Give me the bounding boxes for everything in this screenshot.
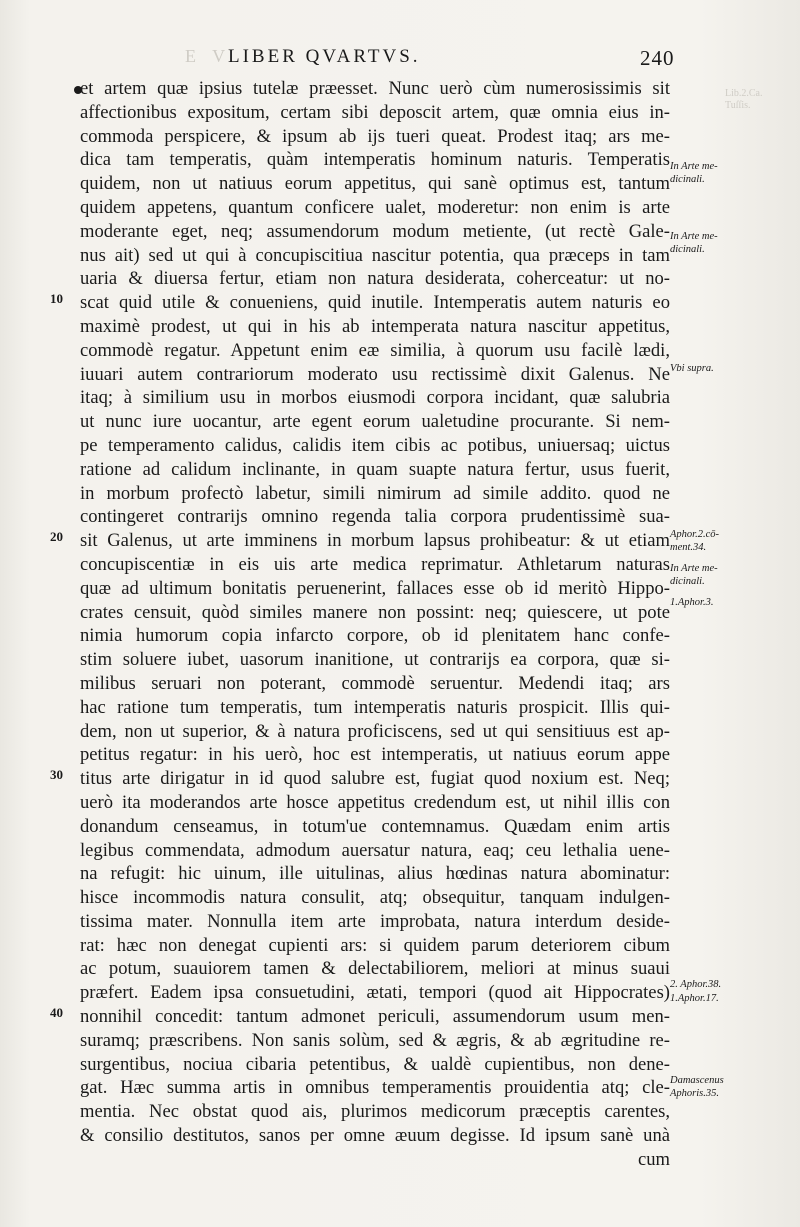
line-number: 10: [50, 291, 63, 306]
margin-note-line: ment.34.: [670, 542, 707, 553]
text-line: itaq; à similium usu in morbos eiusmodi corpora incidant, quæ salubria: [80, 387, 670, 409]
margin-note: [670, 1074, 745, 1100]
margin-note: [670, 362, 745, 375]
text-line: maximè prodest, ut qui in his ab intemperata natura nascitur appetitus,: [80, 315, 670, 337]
text-line: in morbum profectò labetur, simili nimirum ad simile addito. quod ne: [80, 482, 670, 504]
margin-note: [670, 596, 745, 609]
text-line: hac ratione tum temperatis, tum intemperatis naturis prospicit. Illis qui-: [80, 696, 670, 718]
line-number: 20: [50, 529, 63, 544]
margin-note: [670, 978, 745, 991]
line-number: 30: [50, 767, 63, 782]
margin-note-line: 2. Aphor.38.: [670, 979, 722, 990]
text-line: scat quid utile & conueniens, quid inutile. Intemperatis autem naturis eo: [80, 292, 670, 314]
text-line: suramq; præscribens. Non sanis solùm, sed & ægris, & ab ægritudine re-: [80, 1029, 670, 1051]
text-line: legibus commendata, admodum auersatur natura, eaq; ceu lethalia uene-: [80, 839, 670, 861]
text-line: contingeret contrarijs omnino regenda talia corpora prudentissimè sua-: [80, 506, 670, 528]
text-line: stim soluere iubet, uasorum inanitione, ut contrarijs ea corpora, quæ si-: [80, 649, 670, 671]
margin-note-line: Damascenus: [670, 1075, 724, 1086]
text-line: quidem, non ut natiuus eorum appetitus, qui sanè optimus est, tantum: [80, 173, 670, 195]
text-line: ac potum, suauiorem tamen & delectabiliorem, meliori at minus suaui: [80, 958, 670, 980]
margin-note: [670, 160, 745, 186]
margin-note-line: In Arte me-: [670, 563, 718, 574]
text-line: quæ ad ultimum bonitatis peruenerint, fallaces esse ob id meritò Hippo-: [80, 577, 670, 599]
margin-note-line: Aphoris.35.: [670, 1088, 720, 1099]
text-line: titus arte dirigatur in id quod salubre est, fugiat quod noxium est. Neq;: [80, 768, 670, 790]
line-number: 40: [50, 1005, 63, 1020]
text-line: gat. Hæc summa artis in omnibus temperamentis prouidentia atq; cle-: [80, 1077, 670, 1099]
text-line: hisce incommodis natura consulit, atq; obsequitur, tanquam indulgen-: [80, 887, 670, 909]
text-line: nimia humorum copia infarcto corpore, ob id plenitatem hanc confe-: [80, 625, 670, 647]
margin-note-line: In Arte me-: [670, 231, 718, 242]
text-line: dica tam temperatis, quàm intemperatis hominum naturis. Temperatis: [80, 149, 670, 171]
text-line: uerò ita moderandos arte hosce appetitus credendum est, ut nihil illis con: [80, 791, 670, 813]
text-line: milibus seruari non poterant, commodè seruentur. Medendi itaq; ars: [80, 672, 670, 694]
text-line: præfert. Eadem ipsa consuetudini, ætati, tempori (quod ait Hippocrates): [80, 982, 670, 1004]
margin-note-line: dicinali.: [670, 244, 705, 255]
margin-note-line: dicinali.: [670, 576, 705, 587]
margin-note-line: Vbi supra.: [670, 363, 714, 374]
text-line: tissima mater. Nonnulla item arte improbata, natura interdum deside-: [80, 910, 670, 932]
text-line: dem, non ut superior, & à natura proficiscens, sed ut qui sensitiuus est ap-: [80, 720, 670, 742]
margin-note-line: 1.Aphor.17.: [670, 993, 719, 1004]
text-line: concupiscentiæ in eis uis arte medica reprimatur. Athletarum naturas: [80, 553, 670, 575]
text-line: na refugit: hic uinum, ille uitulinas, alius hœdinas natura abominatur:: [80, 863, 670, 885]
margin-note-line: In Arte me-: [670, 161, 718, 172]
text-line: ut nunc iure uocantur, arte egent eorum ualetudine procurante. Si nem-: [80, 411, 670, 433]
body-text: [80, 77, 670, 1172]
margin-note-line: 1.Aphor.3.: [670, 597, 714, 608]
text-line: nus ait) sed ut qui à concupiscitiua nascitur potentia, qua præceps in tam: [80, 244, 670, 266]
folio-number: 240: [640, 46, 675, 70]
text-line: commodè regatur. Appetunt enim eæ similia, à quorum usu facilè lædi,: [80, 339, 670, 361]
text-line: iuuari autem contrariorum moderato usu rectissimè dixit Galenus. Ne: [80, 363, 670, 385]
text-line: quidem appetens, quantum conficere ualet, moderetur: non enim is arte: [80, 196, 670, 218]
margin-note: [670, 992, 745, 1005]
running-title: LIBER QVARTVS.: [228, 46, 421, 67]
text-line: mentia. Nec obstat quod ais, plurimos medicorum præceptis carentes,: [80, 1101, 670, 1123]
margin-note: [670, 528, 745, 554]
text-line: surgentibus, nociua cibaria petentibus, & ualdè cupientibus, non dene-: [80, 1053, 670, 1075]
text-line: rat: hæc non denegat cupienti ars: si quidem parum deteriorem cibum: [80, 934, 670, 956]
text-line: commoda perspicere, & ipsum ab ijs tueri queat. Prodest itaq; ars me-: [80, 125, 670, 147]
bleed-header: E V: [185, 46, 232, 66]
text-line: sit Galenus, ut arte imminens in morbum lapsus prohibeatur: & ut etiam: [80, 530, 670, 552]
text-line: petitus regatur: in his uerò, hoc est intemperatis, ut natiuus eorum appe: [80, 744, 670, 766]
text-line: cum: [637, 1148, 670, 1170]
text-line: nonnihil concedit: tantum admonet periculi, assumendorum usum men-: [80, 1006, 670, 1028]
margin-note-line: Aphor.2.cō-: [670, 529, 719, 540]
margin-note-line: dicinali.: [670, 174, 705, 185]
bleed-margin-top: [725, 88, 763, 112]
text-line: et artem quæ ipsius tutelæ præesset. Nunc uerò cùm numerosissimis sit: [80, 78, 670, 99]
bleed-margin-line: Lib.2.Ca.: [725, 88, 763, 99]
text-line: & consilio destitutos, sanos per omne æuum degisse. Id ipsum sanè unà: [80, 1125, 670, 1147]
text-line: moderante eget, neq; assumendorum modum metiente, (ut rectè Gale-: [80, 220, 670, 242]
text-line: pe temperamento calidus, calidis item cibis ac potibus, uniuersaq; uictus: [80, 434, 670, 456]
text-line: ratione ad calidum inclinante, in quam suapte natura fertur, usus fuerit,: [80, 458, 670, 480]
margin-note: [670, 230, 745, 256]
text-line: crates censuit, quòd similes manere non possint: neq; quiescere, ut pote: [80, 601, 670, 623]
text-line: uaria & diuersa fertur, etiam non natura desiderata, coherceatur: ut no-: [80, 268, 670, 290]
text-line: donandum censeamus, in totum'ue contemnamus. Quædam enim artis: [80, 815, 670, 837]
text-line: affectionibus expositum, certam sibi deposcit artem, quæ omnia eius in-: [80, 101, 670, 123]
bleed-margin-line: Tuſſis.: [725, 100, 751, 111]
margin-note: [670, 562, 745, 588]
